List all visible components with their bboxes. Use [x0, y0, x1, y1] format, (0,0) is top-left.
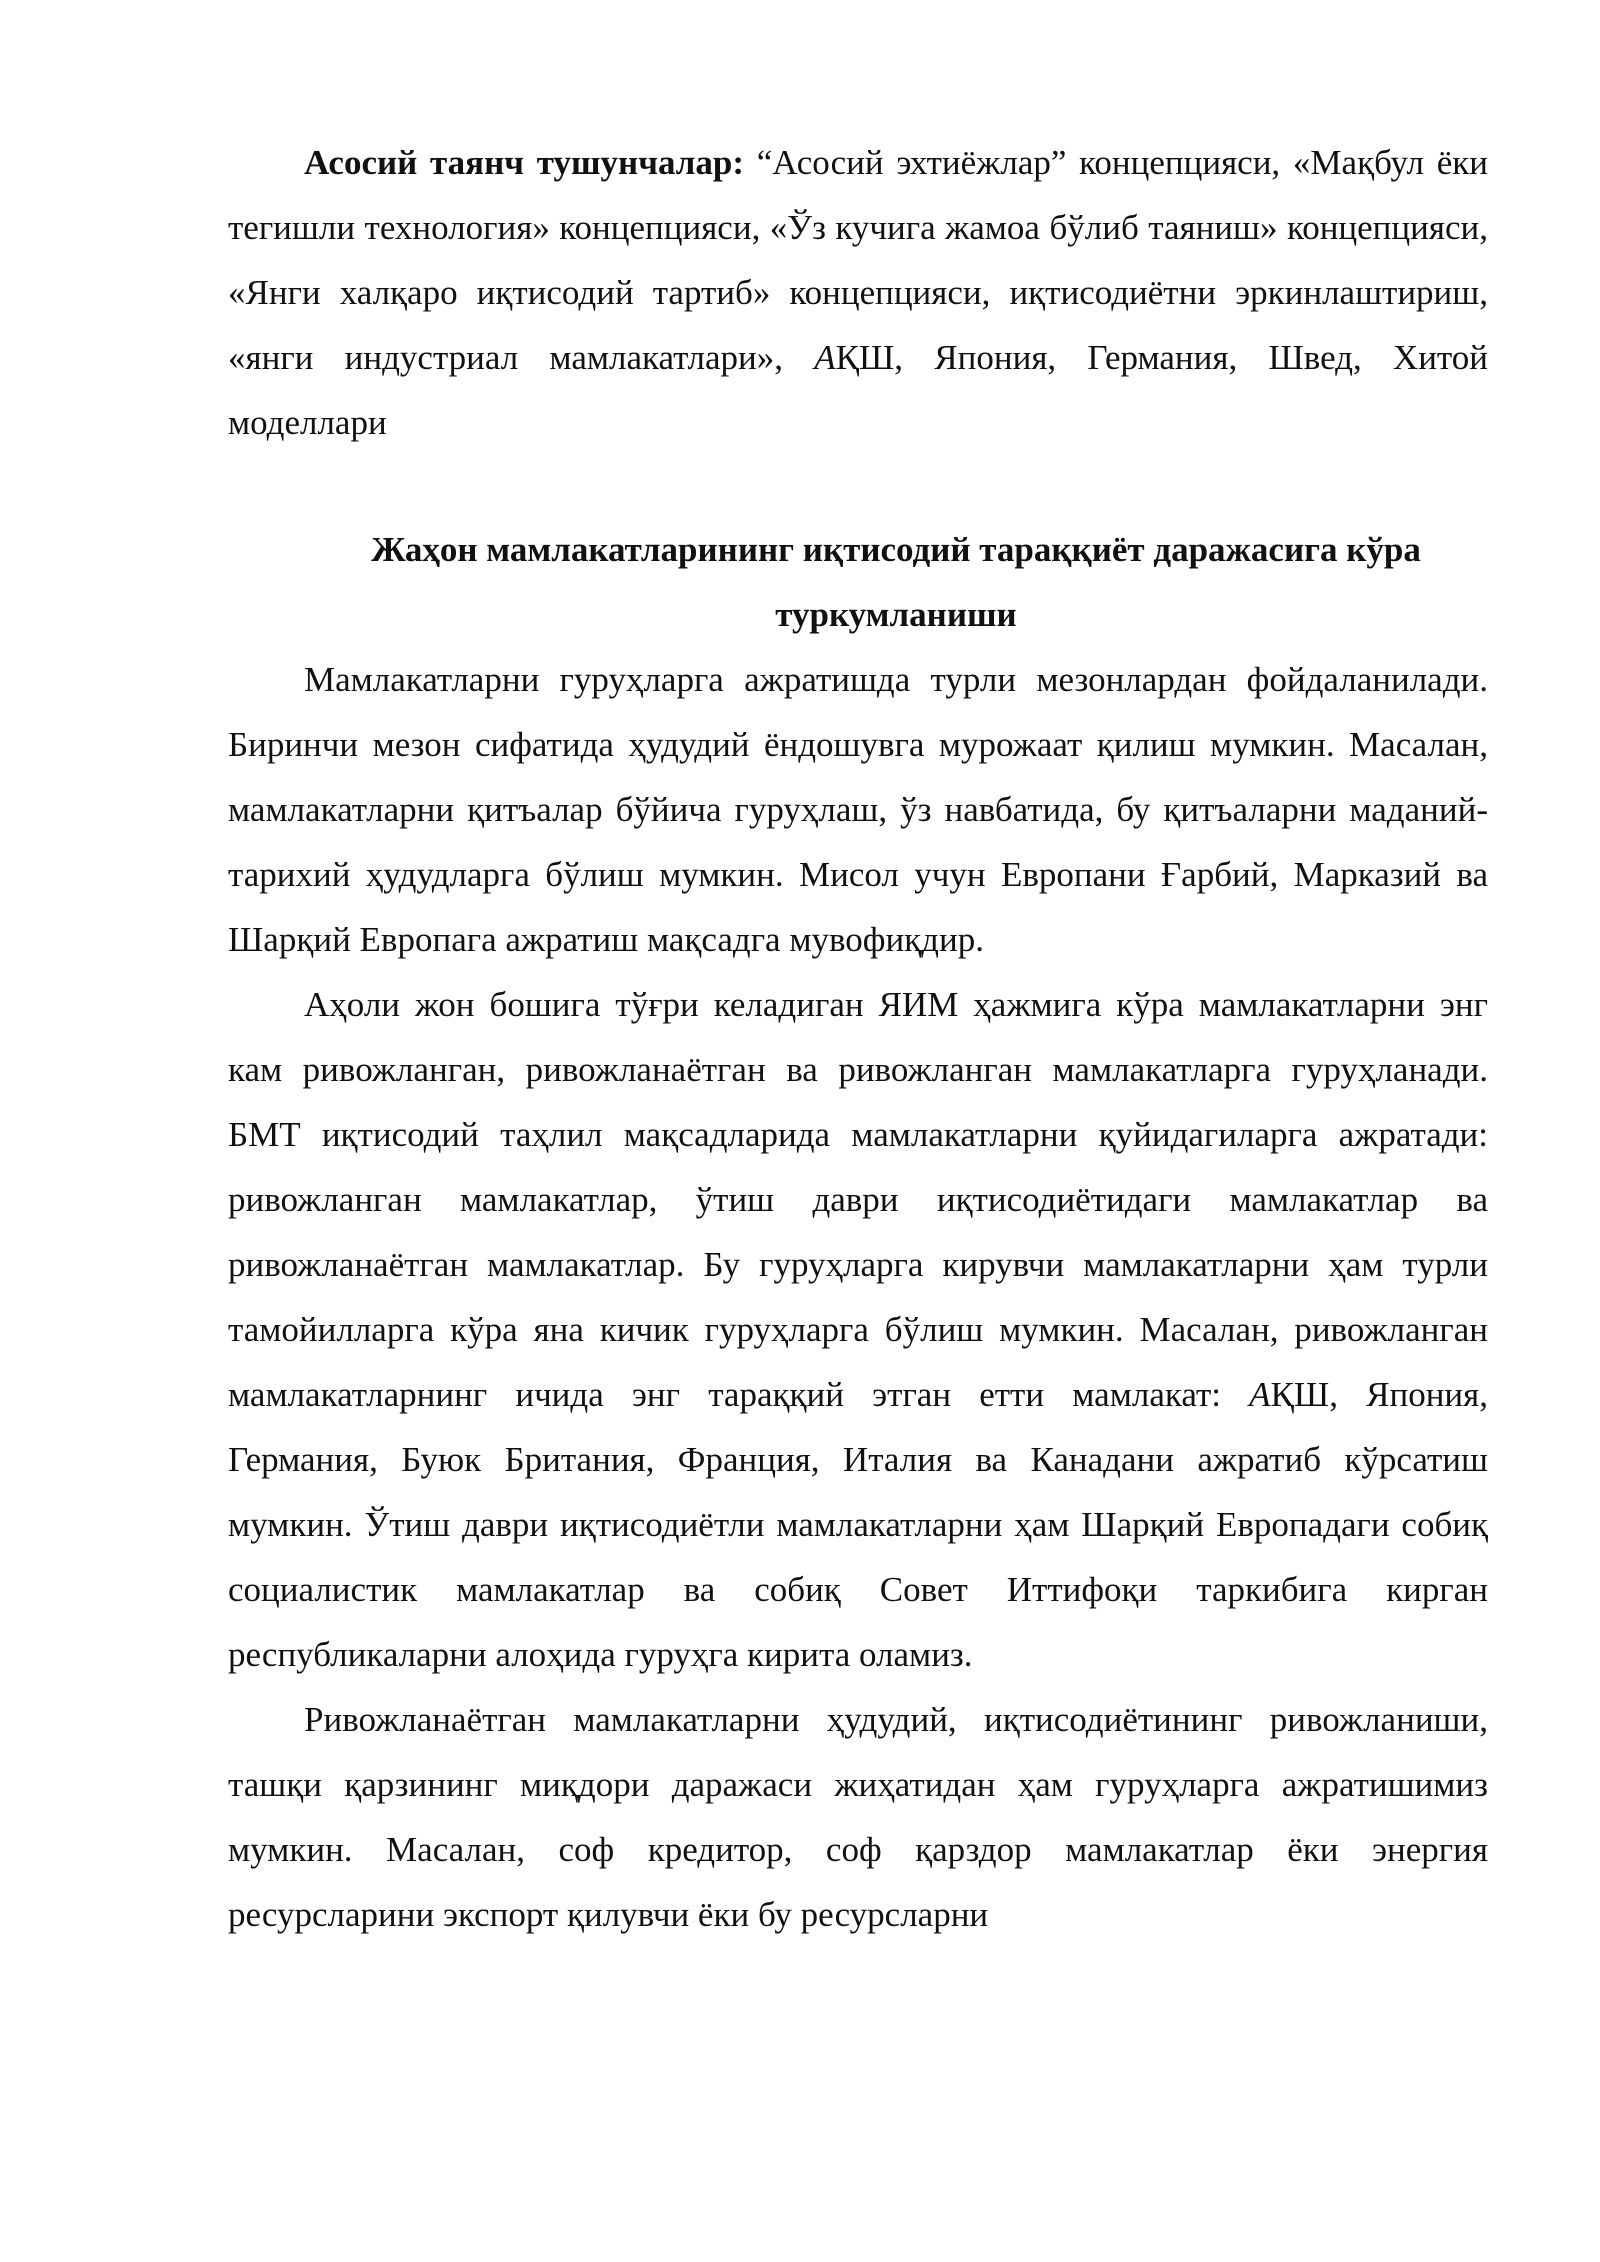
document-page: [228, 130, 1488, 1947]
paragraph-2-part-a: Аҳоли жон бошига тўғри келадиган ЯИМ ҳажмига кўра мамлакатларни энг кам ривожланган, ривожланаётган ва ривожланган мамлакатларга гуруҳланади. БМТ иқтисодий таҳлил мақсадларида мамлакатларни қуйидагиларга ажратади: ривожланган мамлакатлар, ўтиш даври иқтисодиётидаги мамлакатлар ва ривожланаётган мамлакатлар. Бу гуруҳларга кирувчи мамлакатларни ҳам турли тамойилларга кўра яна кичик гуруҳларга бўлиш мумкин. Масалан, ривожланган мамлакатларнинг ичида энг тараққий этган етти мамлакат:: [228, 985, 1488, 1414]
key-concepts-lead: Асосий таянч тушунчалар:: [304, 143, 745, 182]
paragraph-2-part-b: ҚШ, Япония, Германия, Буюк Британия, Франция, Италия ва Канадани ажратиб кўрсатиш мумкин. Ўтиш даври иқтисодиётли мамлакатларни ҳам Шарқий Европадаги собиқ социалистик мамлакатлар ва собиқ Совет Иттифоқи таркибига кирган республикаларни алоҳида гуруҳга кирита оламиз.: [228, 1375, 1489, 1674]
key-concepts-paragraph: [228, 130, 1488, 455]
paragraph-2: [228, 972, 1488, 1687]
paragraph-1: Мамлакатларни гуруҳларга ажратишда турли мезонлардан фойдаланилади. Биринчи мезон сифатида ҳудудий ёндошувга мурожаат қилиш мумкин. Масалан, мамлакатларни қитъалар бўйича гуруҳлаш, ўз навбатида, бу қитъаларни маданий-тарихий ҳудудларга бўлиш мумкин. Мисол учун Европани Ғарбий, Марказий ва Шарқий Европага ажратиш мақсадга мувофиқдир.: [228, 660, 1488, 959]
section-heading-line-2: туркумланиши: [775, 595, 1017, 634]
key-concepts-tail: ҚШ, Япония, Германия, Швед, Хитой моделлари: [228, 338, 1488, 442]
key-concepts-usa-letter: А: [814, 338, 836, 377]
paragraph-2-usa-letter: А: [1249, 1375, 1271, 1414]
key-concepts-body: “Асосий эхтиёжлар” концепцияси, «Мақбул ёки тегишли технология» концепцияси, «Ўз кучига жамоа бўлиб таяниш» концепцияси, «Янги халқаро иқтисодий тартиб» концепцияси, иқтисодиётни эркинлаштириш, «янги индустриал мамлакатлари»,: [228, 143, 1489, 377]
paragraph-3: Ривожланаётган мамлакатларни ҳудудий, иқтисодиётининг ривожланиши, ташқи қарзининг миқдори даражаси жиҳатидан ҳам гуруҳларга ажратишимиз мумкин. Масалан, соф кредитор, соф қарздор мамлакатлар ёки энергия ресурсларини экспорт қилувчи ёки бу ресурсларни: [228, 1700, 1488, 1934]
section-heading: [228, 517, 1488, 647]
section-heading-line-1: Жаҳон мамлакатларининг иқтисодий тараққиёт даражасига кўра: [371, 530, 1421, 569]
